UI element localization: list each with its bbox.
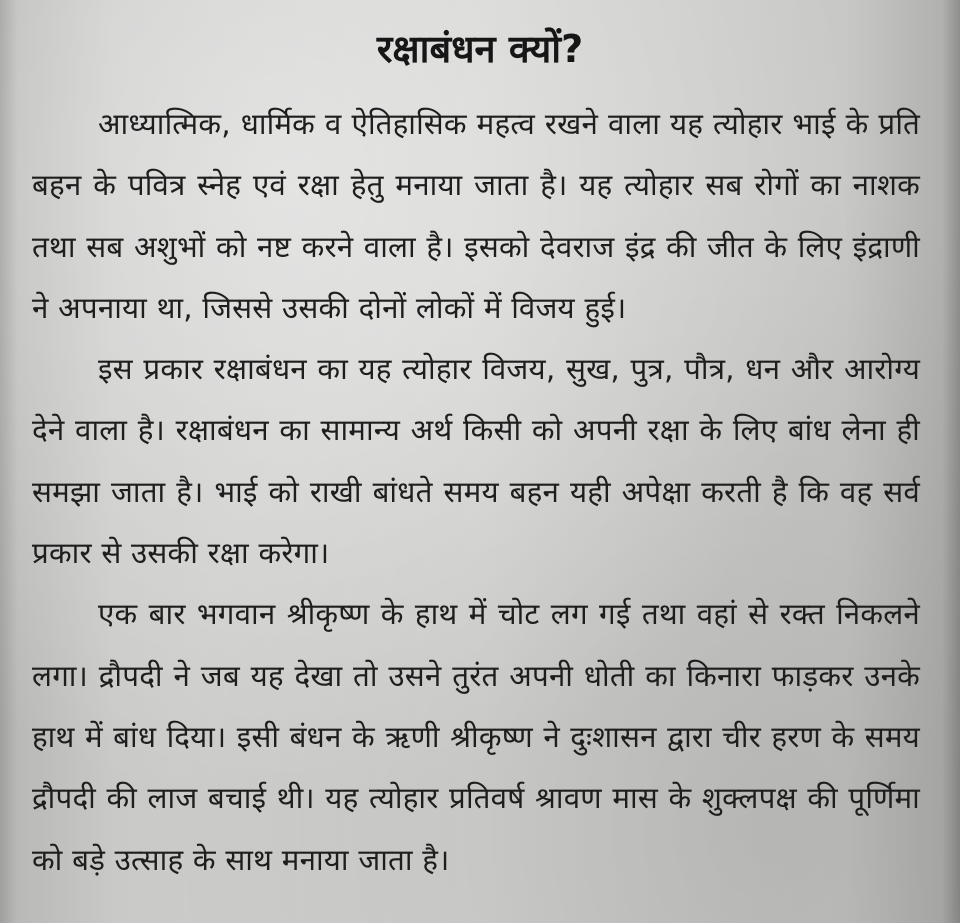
paragraph-3: एक बार भगवान श्रीकृष्ण के हाथ में चोट लग गई तथा वहां से रक्त निकलने लगा। द्रौपदी ने जब यह देखा तो उसने तुरंत अपनी धोती का किनारा फाड़कर उनके हाथ में बांध दिया। इसी बंधन के ऋणी श्रीकृष्ण ने दुःशासन द्वारा चीर हरण के समय द्रौपदी की लाज बचाई थी। यह त्योहार प्रतिवर्ष श्रावण मास के शुक्लपक्ष की पूर्णिमा को बड़े उत्साह के साथ मनाया जाता है। bbox=[32, 597, 920, 877]
page-title: रक्षाबंधन क्यों? bbox=[376, 27, 584, 71]
paragraph-2: इस प्रकार रक्षाबंधन का यह त्योहार विजय, सुख, पुत्र, पौत्र, धन और आरोग्य देने वाला है। रक्षाबंधन का सामान्य अर्थ किसी को अपनी रक्षा के लिए बांध लेना ही समझा जाता है। भाई को राखी बांधते समय बहन यही अपेक्षा करती है कि वह सर्व प्रकार से उसकी रक्षा करेगा। bbox=[32, 352, 920, 571]
page-right-shadow bbox=[942, 0, 960, 923]
paragraph-1: आध्यात्मिक, धार्मिक व ऐतिहासिक महत्व रखने वाला यह त्योहार भाई के प्रति बहन के पवित्र स्नेह एवं रक्षा हेतु मनाया जाता है। यह त्योहार सब रोगों का नाशक तथा सब अशुभों को नष्ट करने वाला है। इसको देवराज इंद्र की जीत के लिए इंद्राणी ने अपनाया था, जिससे उसकी दोनों लोकों में विजय हुई। bbox=[32, 107, 920, 325]
page-left-shadow bbox=[0, 0, 18, 923]
article-body bbox=[32, 94, 920, 891]
